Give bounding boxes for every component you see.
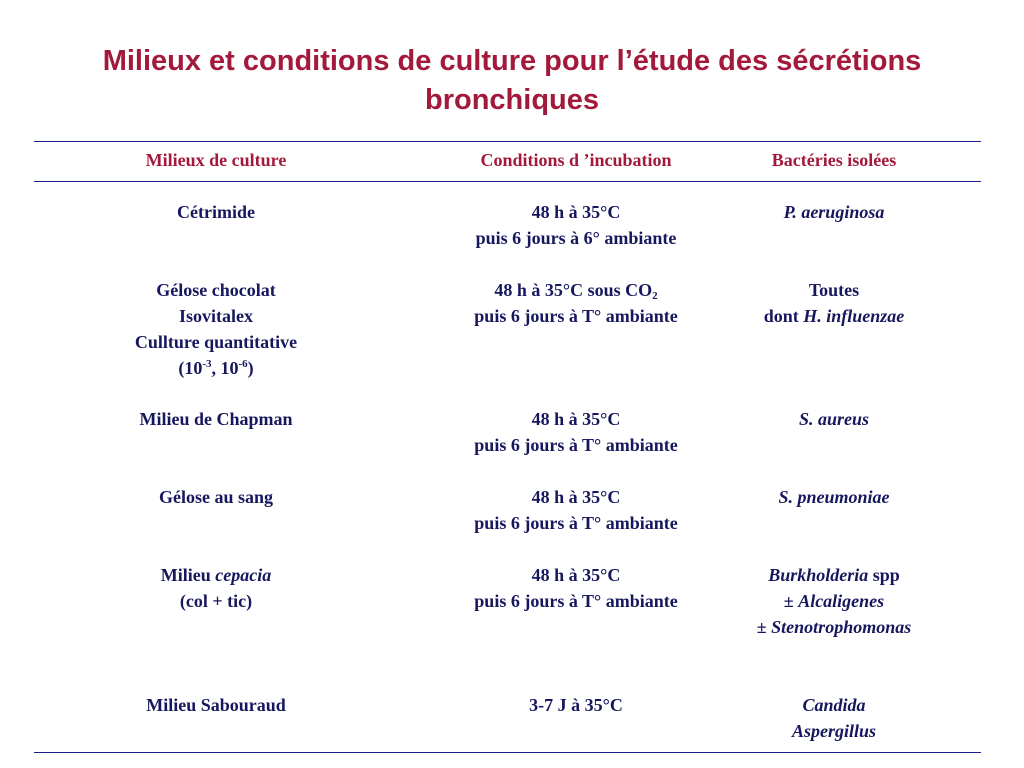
table-header-rule bbox=[34, 181, 981, 182]
row-cepacia-bacteria: Burkholderia spp ± Alcaligenes ± Stenotrophomonas bbox=[756, 565, 912, 637]
row-cetrimide-medium: Cétrimide bbox=[177, 202, 255, 222]
row-sabouraud-bacteria: Candida Aspergillus bbox=[791, 695, 877, 741]
row-chocolat-medium: Gélose chocolat Isovitalex Cullture quantitative ($10^{-3}$, $10^{-6}$) bbox=[60, 277, 372, 381]
table-bottom-rule bbox=[34, 752, 981, 753]
row-sang-bacteria: S. pneumoniae bbox=[778, 487, 890, 507]
row-sabouraud-conditions: 3-7 J à 35°C bbox=[529, 695, 623, 715]
dilution-line: ($10^{-3}$, $10^{-6}$) bbox=[178, 358, 254, 378]
header-bacteries: Bactéries isolées bbox=[771, 150, 897, 170]
row-chapman-bacteria: S. aureus bbox=[798, 409, 870, 429]
row-chapman-medium: Milieu de Chapman bbox=[139, 409, 293, 429]
row-cepacia-conditions: 48 h à 35°C puis 6 jours à T° ambiante bbox=[474, 565, 678, 611]
row-cetrimide-bacteria: P. aeruginosa bbox=[783, 202, 885, 222]
header-milieux: Milieux de culture bbox=[145, 150, 287, 170]
slide-title: Milieux et conditions de culture pour l’étude des sécrétions bronchiques bbox=[102, 45, 922, 116]
row-sang-medium: Gélose au sang bbox=[158, 487, 273, 507]
row-cepacia-medium: Milieu cepacia (col + tic) bbox=[160, 565, 272, 611]
row-sabouraud-medium: Milieu Sabouraud bbox=[146, 695, 286, 715]
table-top-rule bbox=[34, 141, 981, 142]
row-cetrimide-conditions: 48 h à 35°C puis 6 jours à 6° ambiante bbox=[475, 202, 677, 248]
row-chapman-conditions: 48 h à 35°C puis 6 jours à T° ambiante bbox=[474, 409, 678, 455]
row-chocolat-conditions: 48 h à 35°C sous $CO_2$ puis 6 jours à T° ambiante bbox=[474, 280, 678, 326]
header-conditions: Conditions d ’incubation bbox=[480, 150, 672, 170]
row-sang-conditions: 48 h à 35°C puis 6 jours à T° ambiante bbox=[474, 487, 678, 533]
row-chocolat-bacteria: Toutes dont H. influenzae bbox=[763, 280, 905, 326]
